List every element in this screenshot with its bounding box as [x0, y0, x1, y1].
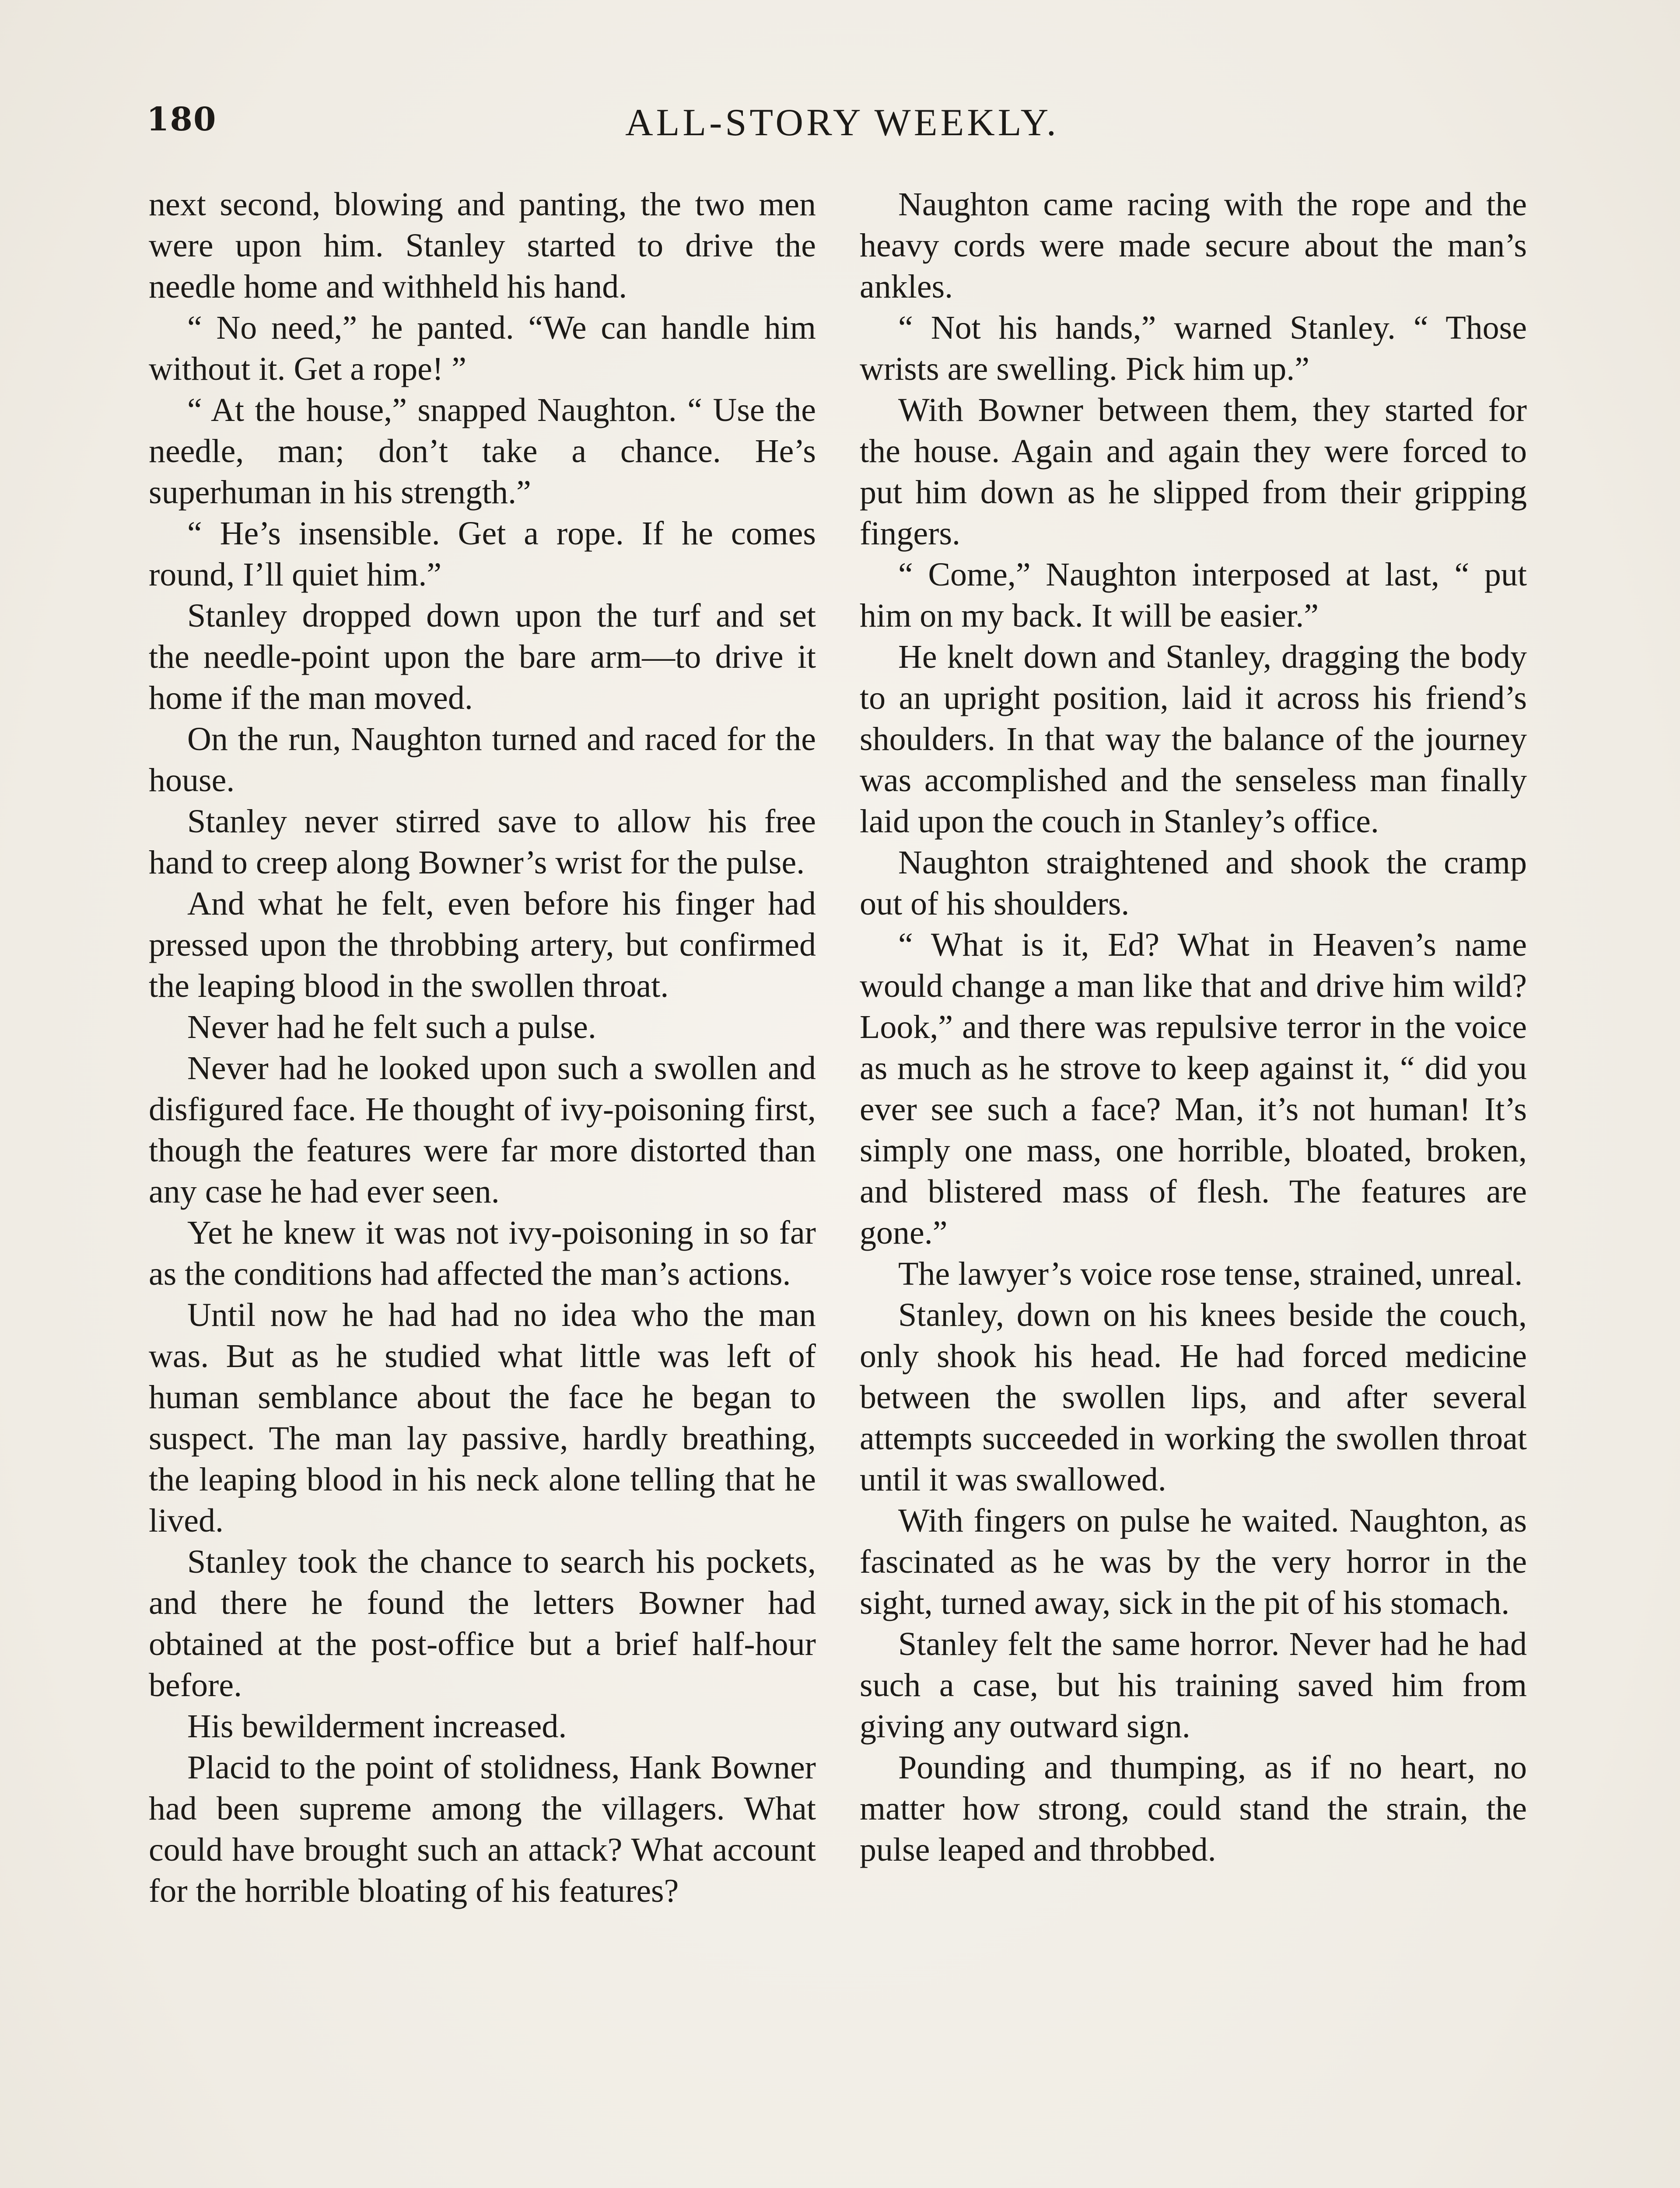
paragraph: next second, blowing and panting, the two men were upon him. Stanley started to drive the needle home and withheld his hand. [149, 186, 816, 305]
paragraph: “ At the house,” snapped Naughton. “ Use the needle, man; don’t take a chance. He’s superhuman in his strength.” [149, 392, 816, 511]
paragraph: “ He’s insensible. Get a rope. If he comes round, I’ll quiet him.” [149, 515, 816, 593]
paragraph: The lawyer’s voice rose tense, strained, unreal. [898, 1255, 1523, 1292]
paragraph: Never had he felt such a pulse. [187, 1009, 596, 1045]
paragraph: “ No need,” he panted. “We can handle him without it. Get a rope! ” [149, 309, 816, 387]
right-text-column [860, 184, 1527, 1870]
paragraph: “ What is it, Ed? What in Heaven’s name would change a man like that and drive him wild? Look,” and there was repulsive terror in the voice as much as he strove to keep against it, “ did you ever see such a face? Man, it’s not human! It’s simply one mass, one horrible, bloated, broken, and blistered mass of flesh. The features are gone.” [860, 926, 1527, 1251]
page-number: 180 [147, 101, 217, 138]
paragraph: Pounding and thumping, as if no heart, no matter how strong, could stand the strain, the pulse leaped and throbbed. [860, 1749, 1527, 1868]
paragraph: “ Not his hands,” warned Stanley. “ Those wrists are swelling. Pick him up.” [860, 309, 1527, 387]
left-text-column [149, 184, 816, 1911]
paragraph: His bewilderment increased. [187, 1708, 567, 1745]
paragraph: Never had he looked upon such a swollen and disfigured face. He thought of ivy-poisoning first, though the features were far more distorted than any case he had ever seen. [149, 1050, 816, 1210]
running-title: ALL-STORY WEEKLY. [625, 102, 1059, 144]
paragraph: With fingers on pulse he waited. Naughton, as fascinated as he was by the very horror in the sight, turned away, sick in the pit of his stomach. [860, 1502, 1527, 1621]
page-header [147, 101, 1538, 158]
paragraph: Stanley, down on his knees beside the couch, only shook his head. He had forced medicine between the swollen lips, and after several attempts succeeded in working the swollen throat until it was swallowed. [860, 1297, 1527, 1498]
paragraph: Stanley took the chance to search his pockets, and there he found the letters Bowner had obtained at the post-office but a brief half-hour before. [149, 1543, 816, 1704]
paragraph: Stanley dropped down upon the turf and set the needle-point upon the bare arm—to drive it home if the man moved. [149, 597, 816, 716]
paragraph: Until now he had had no idea who the man was. But as he studied what little was left of human semblance about the face he began to suspect. The man lay passive, hardly breathing, the leaping blood in his neck alone telling that he lived. [149, 1297, 816, 1539]
paragraph: “ Come,” Naughton interposed at last, “ put him on my back. It will be easier.” [860, 556, 1527, 634]
paragraph: Naughton straightened and shook the cramp out of his shoulders. [860, 844, 1527, 922]
paragraph: With Bowner between them, they started for the house. Again and again they were forced to put him down as he slipped from their gripping fingers. [860, 392, 1527, 552]
paragraph: Placid to the point of stolidness, Hank Bowner had been supreme among the villagers. What could have brought such an attack? What account for the horrible bloating of his features? [149, 1749, 816, 1909]
paragraph: And what he felt, even before his finger had pressed upon the throbbing artery, but confirmed the leaping blood in the swollen throat. [149, 885, 816, 1004]
paragraph: On the run, Naughton turned and raced for the house. [149, 721, 816, 799]
paragraph: Stanley never stirred save to allow his free hand to creep along Bowner’s wrist for the pulse. [149, 803, 816, 881]
paragraph: Yet he knew it was not ivy-poisoning in so far as the conditions had affected the man’s actions. [149, 1214, 816, 1292]
paragraph: Stanley felt the same horror. Never had he had such a case, but his training saved him from giving any outward sign. [860, 1626, 1527, 1745]
paragraph: Naughton came racing with the rope and the heavy cords were made secure about the man’s ankles. [860, 186, 1527, 305]
paragraph: He knelt down and Stanley, dragging the body to an upright position, laid it across his friend’s shoulders. In that way the balance of the journey was accomplished and the senseless man finally laid upon the couch in Stanley’s office. [860, 638, 1527, 840]
